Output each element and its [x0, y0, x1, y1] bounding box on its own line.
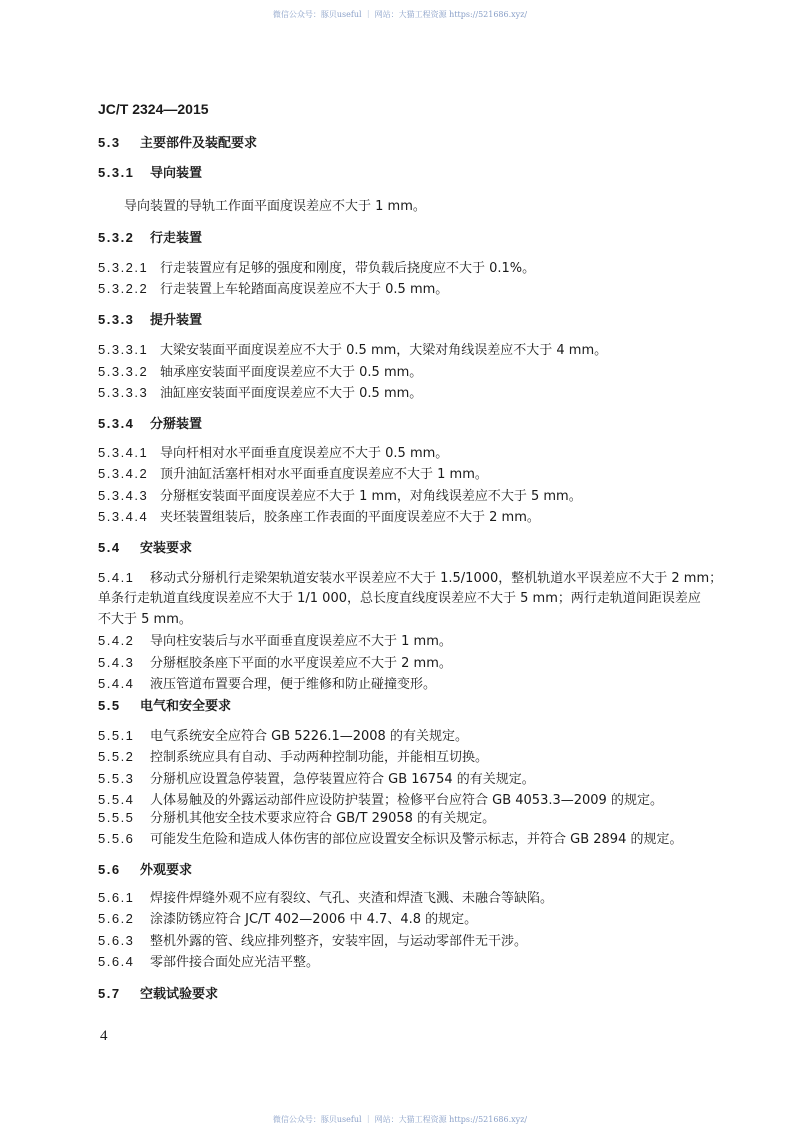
- paragraph-line: [98, 809, 495, 828]
- section-heading: [98, 164, 202, 183]
- clause-text: 焊接件焊缝外观不应有裂纹、气孔、夹渣和焊渣飞溅、未融合等缺陷。: [150, 891, 554, 906]
- clause-text: 油缸座安装面平面度误差应不大于 0.5 mm。: [160, 386, 423, 401]
- clause-text: 电气和安全要求: [140, 699, 232, 714]
- paragraph-line: [98, 280, 448, 299]
- clause-number: 5.3.3: [98, 312, 135, 327]
- clause-text: 分掰机其他安全技术要求应符合 GB/T 29058 的有关规定。: [150, 811, 496, 826]
- section-heading: [98, 134, 257, 153]
- paragraph-line: [98, 654, 452, 673]
- paragraph-line: [98, 590, 701, 608]
- clause-number: 5.4.2: [98, 633, 135, 648]
- clause-text: 导向柱安装后与水平面垂直度误差应不大于 1 mm。: [150, 634, 452, 649]
- clause-number: 5.3.3.3: [98, 385, 149, 400]
- clause-number: 5.6.4: [98, 954, 135, 969]
- clause-text: 分掰装置: [150, 417, 203, 432]
- clause-text: 空载试验要求: [140, 987, 219, 1002]
- clause-text: 分掰机应设置急停装置，急停装置应符合 GB 16754 的有关规定。: [150, 772, 535, 787]
- clause-number: 5.6.1: [98, 890, 135, 905]
- clause-number: 5.4: [98, 540, 121, 555]
- page-number: 4: [100, 1028, 108, 1044]
- clause-number: 5.5.2: [98, 749, 135, 764]
- clause-number: 5.3.4: [98, 416, 135, 431]
- clause-number: 5.6.2: [98, 911, 135, 926]
- paragraph-line: [98, 632, 452, 651]
- clause-text: 涂漆防锈应符合 JC/T 402—2006 中 4.7、4.8 的规定。: [150, 912, 478, 927]
- standard-code: JC/T 2324—2015: [98, 101, 209, 117]
- paragraph-line: [98, 508, 540, 527]
- clause-text: 可能发生危险和造成人体伤害的部位应设置安全标识及警示标志，并符合 GB 2894 的规定。: [150, 832, 683, 847]
- clause-text: 行走装置: [150, 231, 203, 246]
- section-heading: [98, 697, 231, 716]
- clause-text: 不大于 5 mm。: [98, 612, 192, 627]
- paragraph-line: [98, 791, 663, 810]
- clause-number: 5.4.1: [98, 570, 135, 585]
- clause-number: 5.5.6: [98, 831, 135, 846]
- clause-text: 单条行走轨道直线度误差应不大于 1/1 000，总长度直线度误差应不大于 5 mm；两行走轨道间距误差应: [98, 591, 701, 606]
- paragraph-line: [98, 830, 682, 849]
- clause-number: 5.5.4: [98, 792, 135, 807]
- clause-number: 5.3.4.1: [98, 445, 149, 460]
- clause-text: 轴承座安装面平面度误差应不大于 0.5 mm。: [160, 365, 423, 380]
- clause-number: 5.4.3: [98, 655, 135, 670]
- paragraph-line: [98, 341, 607, 360]
- clause-number: 5.7: [98, 986, 121, 1001]
- clause-text: 导向装置的导轨工作面平面度误差应不大于 1 mm。: [124, 199, 426, 214]
- paragraph-line: [98, 953, 319, 972]
- paragraph-line: [98, 889, 553, 908]
- section-heading: [98, 415, 202, 434]
- clause-text: 分掰框胶条座下平面的水平度误差应不大于 2 mm。: [150, 656, 452, 671]
- clause-text: 移动式分掰机行走梁架轨道安装水平误差应不大于 1.5/1000，整机轨道水平误差应不大于 2 mm；: [150, 571, 723, 586]
- clause-number: 5.3.4.3: [98, 488, 149, 503]
- clause-text: 主要部件及装配要求: [140, 136, 258, 151]
- paragraph-line: [98, 363, 422, 382]
- clause-number: 5.3.3.1: [98, 342, 149, 357]
- paragraph-line: [98, 487, 582, 506]
- clause-number: 5.5.3: [98, 771, 135, 786]
- clause-number: 5.3.1: [98, 165, 135, 180]
- clause-number: 5.3.2.1: [98, 260, 149, 275]
- paragraph-line: [98, 611, 192, 629]
- clause-text: 夹坯装置组装后，胶条座工作表面的平面度误差应不大于 2 mm。: [160, 510, 540, 525]
- watermark-bottom: 微信公众号：豚贝useful ｜ 网站：大猫工程资源 https://521686.xyz/: [272, 1115, 528, 1124]
- paragraph-line: [98, 384, 422, 403]
- section-heading: [98, 539, 192, 558]
- clause-text: 分掰框安装面平面度误差应不大于 1 mm，对角线误差应不大于 5 mm。: [160, 489, 582, 504]
- clause-number: 5.5.1: [98, 728, 135, 743]
- clause-number: 5.3.2: [98, 230, 135, 245]
- paragraph-line: [98, 444, 448, 463]
- clause-text: 整机外露的管、线应排列整齐，安装牢固，与运动零部件无干涉。: [150, 934, 528, 949]
- clause-number: 5.3.4.4: [98, 509, 149, 524]
- paragraph-line: [98, 465, 488, 484]
- clause-text: 导向杆相对水平面垂直度误差应不大于 0.5 mm。: [160, 446, 449, 461]
- clause-text: 外观要求: [140, 863, 193, 878]
- paragraph-line: [98, 675, 436, 694]
- clause-text: 电气系统安全应符合 GB 5226.1—2008 的有关规定。: [150, 729, 468, 744]
- clause-text: 行走装置应有足够的强度和刚度，带负载后挠度应不大于 0.1%。: [160, 261, 536, 276]
- clause-text: 大梁安装面平面度误差应不大于 0.5 mm，大梁对角线误差应不大于 4 mm。: [160, 343, 608, 358]
- paragraph-line: [98, 259, 535, 278]
- paragraph-line: [98, 748, 488, 767]
- clause-number: 5.6: [98, 862, 121, 877]
- paragraph-line: [98, 932, 527, 951]
- clause-text: 人体易触及的外露运动部件应设防护装置；检修平台应符合 GB 4053.3—2009 的规定。: [150, 793, 663, 808]
- section-heading: [98, 861, 192, 880]
- watermark-top: 微信公众号：豚贝useful ｜ 网站：大猫工程资源 https://521686.xyz/: [272, 10, 528, 19]
- clause-number: 5.5.5: [98, 810, 135, 825]
- paragraph-line: [98, 569, 722, 588]
- clause-text: 导向装置: [150, 166, 203, 181]
- clause-text: 行走装置上车轮踏面高度误差应不大于 0.5 mm。: [160, 282, 449, 297]
- clause-number: 5.6.3: [98, 933, 135, 948]
- clause-number: 5.3.2.2: [98, 281, 149, 296]
- paragraph-line: [98, 910, 477, 929]
- clause-text: 液压管道布置要合理，便于维修和防止碰撞变形。: [150, 677, 437, 692]
- clause-number: 5.3.4.2: [98, 466, 149, 481]
- clause-text: 零部件接合面处应光洁平整。: [150, 955, 320, 970]
- clause-number: 5.3: [98, 135, 121, 150]
- clause-text: 提升装置: [150, 313, 203, 328]
- section-heading: [98, 311, 202, 330]
- clause-number: 5.5: [98, 698, 121, 713]
- clause-text: 控制系统应具有自动、手动两种控制功能，并能相互切换。: [150, 750, 489, 765]
- clause-text: 安装要求: [140, 541, 193, 556]
- clause-number: 5.3.3.2: [98, 364, 149, 379]
- paragraph-line: [98, 770, 535, 789]
- clause-number: 5.4.4: [98, 676, 135, 691]
- paragraph-line: [98, 727, 468, 746]
- section-heading: [98, 985, 218, 1004]
- section-heading: [98, 229, 202, 248]
- paragraph-line: [124, 198, 426, 216]
- clause-text: 顶升油缸活塞杆相对水平面垂直度误差应不大于 1 mm。: [160, 467, 488, 482]
